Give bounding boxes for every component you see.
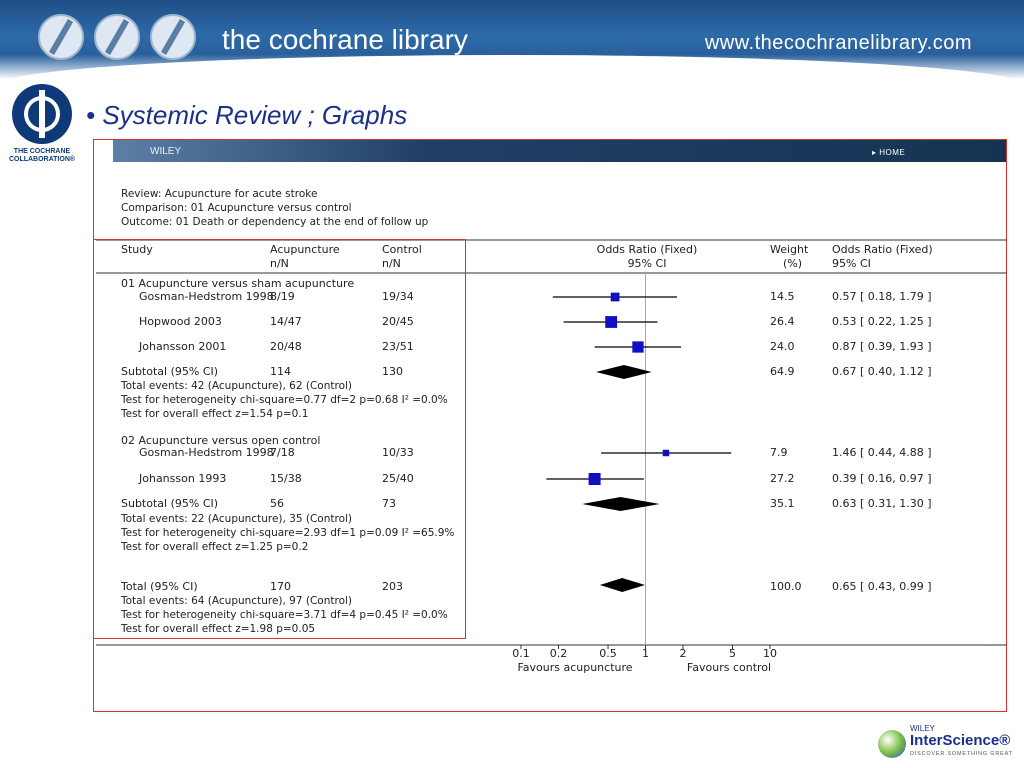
study-control: 19/34 xyxy=(382,290,414,303)
study-name: Gosman-Hedstrom 1998 xyxy=(139,446,274,459)
study-acupuncture: 7/18 xyxy=(270,446,295,459)
study-weight: 27.2 xyxy=(770,472,795,485)
review-label: Review: Acupuncture for acute stroke xyxy=(121,188,318,200)
collab-line-1: THE COCHRANE xyxy=(13,148,71,155)
col-acupuncture-sub: n/N xyxy=(270,257,289,270)
total-note: Test for heterogeneity chi-square=3.71 df=4 p=0.45 I² =0.0% xyxy=(121,609,448,621)
group-note: Total events: 42 (Acupuncture), 62 (Control) xyxy=(121,380,353,392)
study-weight: 14.5 xyxy=(770,290,795,303)
study-name: Johansson 1993 xyxy=(139,472,227,485)
globe-icon xyxy=(878,730,906,758)
collab-line-2: COLLABORATION® xyxy=(8,156,76,163)
study-acupuncture: 8/19 xyxy=(270,290,295,303)
effect-marker xyxy=(589,473,601,485)
study-ci: 1.46 [ 0.44, 4.88 ] xyxy=(832,446,932,459)
col-odds-ratio: Odds Ratio (Fixed) xyxy=(596,243,698,256)
group-title: 02 Acupuncture versus open control xyxy=(121,434,321,447)
study-weight: 24.0 xyxy=(770,340,795,353)
study-acupuncture: 15/38 xyxy=(270,472,302,485)
pooled-diamond xyxy=(596,365,652,379)
subtotal-weight: 64.9 xyxy=(770,365,795,378)
brand-title: the cochrane library xyxy=(222,24,468,55)
subtotal-acupuncture: 114 xyxy=(270,365,291,378)
pooled-diamond xyxy=(582,497,660,511)
study-weight: 7.9 xyxy=(770,446,788,459)
pooled-diamond xyxy=(600,578,645,592)
study-control: 25/40 xyxy=(382,472,414,485)
total-control: 203 xyxy=(382,580,403,593)
x-tick-label: 0.1 xyxy=(512,647,530,660)
study-control: 20/45 xyxy=(382,315,414,328)
total-ci: 0.65 [ 0.43, 0.99 ] xyxy=(832,580,932,593)
library-url[interactable]: www.thecochranelibrary.com xyxy=(704,32,972,54)
total-weight: 100.0 xyxy=(770,580,802,593)
x-tick-label: 0.2 xyxy=(549,647,568,660)
x-tick-label: 0.5 xyxy=(599,647,617,660)
study-weight: 26.4 xyxy=(770,315,795,328)
effect-marker xyxy=(663,450,669,456)
total-note: Test for overall effect z=1.98 p=0.05 xyxy=(121,623,316,635)
col-odds-ratio-sub: 95% CI xyxy=(627,257,667,270)
x-tick-label: 5 xyxy=(729,647,737,660)
x-tick-label: 10 xyxy=(763,647,777,660)
col-weight-sub: (%) xyxy=(783,257,803,270)
subtotal-label: Subtotal (95% CI) xyxy=(121,497,219,510)
outcome-label: Outcome: 01 Death or dependency at the end of follow up xyxy=(121,216,429,228)
x-label-right: Favours control xyxy=(686,661,772,674)
subtotal-control: 73 xyxy=(382,497,396,510)
study-ci: 0.39 [ 0.16, 0.97 ] xyxy=(832,472,932,485)
study-ci: 0.53 [ 0.22, 1.25 ] xyxy=(832,315,932,328)
subtotal-control: 130 xyxy=(382,365,403,378)
col-ci-text: 95% CI xyxy=(832,257,871,270)
interscience-logo xyxy=(876,724,1016,760)
x-tick-label: 1 xyxy=(642,647,649,660)
study-name: Gosman-Hedstrom 1998 xyxy=(139,290,274,303)
group-note: Total events: 22 (Acupuncture), 35 (Control) xyxy=(121,513,353,525)
effect-marker xyxy=(632,341,643,352)
col-odds-ratio-text: Odds Ratio (Fixed) xyxy=(832,243,933,256)
interscience-name: InterScience® xyxy=(910,732,1011,749)
group-note: Test for heterogeneity chi-square=0.77 df=2 p=0.68 I² =0.0% xyxy=(121,394,448,406)
study-acupuncture: 14/47 xyxy=(270,315,302,328)
study-ci: 0.57 [ 0.18, 1.79 ] xyxy=(832,290,932,303)
group-note: Test for overall effect z=1.25 p=0.2 xyxy=(121,541,309,553)
interscience-publisher: WILEY xyxy=(910,724,935,733)
study-acupuncture: 20/48 xyxy=(270,340,302,353)
x-tick-label: 2 xyxy=(679,647,687,660)
slide-title: • Systemic Review ; Graphs xyxy=(86,100,408,130)
col-study: Study xyxy=(121,243,153,256)
study-ci: 0.87 [ 0.39, 1.93 ] xyxy=(832,340,932,353)
x-label-left: Favours acupuncture xyxy=(517,661,633,674)
home-link[interactable]: ▸ HOME xyxy=(872,148,906,157)
col-acupuncture: Acupuncture xyxy=(270,243,340,256)
col-control: Control xyxy=(382,243,422,256)
study-control: 23/51 xyxy=(382,340,414,353)
subtotal-weight: 35.1 xyxy=(770,497,795,510)
subtotal-acupuncture: 56 xyxy=(270,497,284,510)
group-note: Test for heterogeneity chi-square=2.93 df=1 p=0.09 I² =65.9% xyxy=(121,527,455,539)
highlight-frame-inner xyxy=(93,239,466,639)
subtotal-label: Subtotal (95% CI) xyxy=(121,365,219,378)
group-note: Test for overall effect z=1.54 p=0.1 xyxy=(121,408,309,420)
effect-marker xyxy=(611,293,620,302)
col-control-sub: n/N xyxy=(382,257,401,270)
group-title: 01 Acupuncture versus sham acupuncture xyxy=(121,277,355,290)
comparison-label: Comparison: 01 Acupuncture versus control xyxy=(121,202,352,214)
total-note: Total events: 64 (Acupuncture), 97 (Control) xyxy=(121,595,353,607)
study-control: 10/33 xyxy=(382,446,414,459)
subtotal-ci: 0.63 [ 0.31, 1.30 ] xyxy=(832,497,932,510)
col-weight: Weight xyxy=(770,243,809,256)
effect-marker xyxy=(605,316,617,328)
subtotal-ci: 0.67 [ 0.40, 1.12 ] xyxy=(832,365,932,378)
total-label: Total (95% CI) xyxy=(121,580,198,593)
study-name: Hopwood 2003 xyxy=(139,315,222,328)
study-name: Johansson 2001 xyxy=(139,340,227,353)
total-acupuncture: 170 xyxy=(270,580,291,593)
interscience-tagline: DISCOVER SOMETHING GREAT xyxy=(910,751,1013,757)
wiley-logo: WILEY xyxy=(150,146,182,157)
